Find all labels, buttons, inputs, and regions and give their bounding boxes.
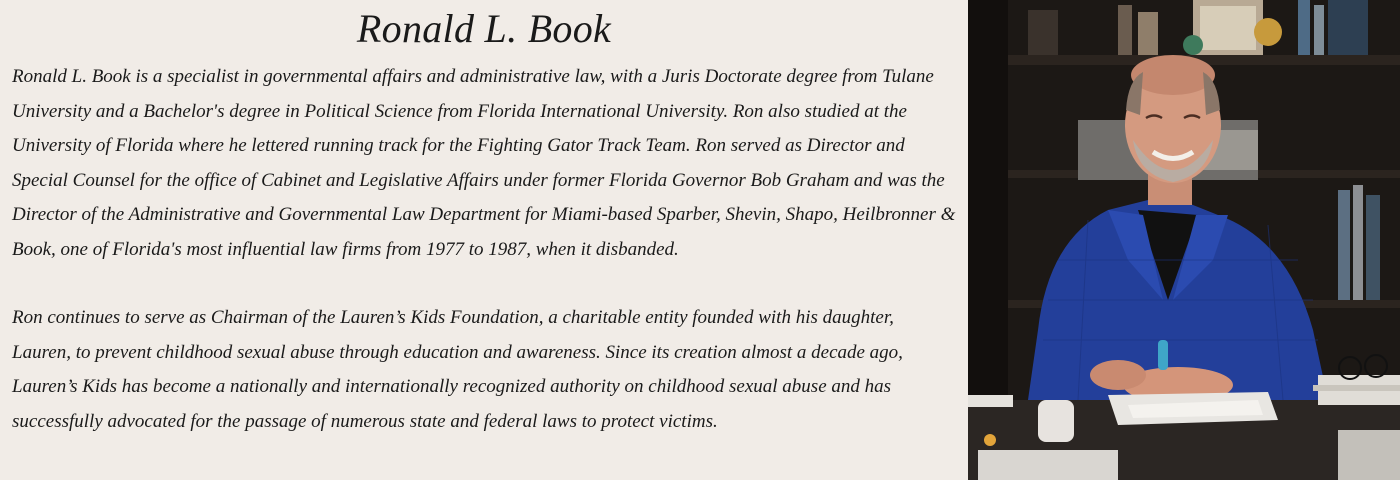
portrait-photo (968, 0, 1400, 480)
page-title: Ronald L. Book (356, 6, 612, 51)
bio-paragraph: Ron continues to serve as Chairman of the Lauren’s Kids Foundation, a charitable entity founded with his daughter, Lauren, to prevent childhood sexual abuse through education and awareness. Since its creation almost a decade ago, Lauren’s Kids has become a nationally and internationally recognized authority on childhood sexual abuse and has successfully advocated for the passage of numerous state and federal laws to protect victims. (12, 307, 903, 432)
bio-text (12, 60, 956, 473)
portrait-illustration (968, 0, 1400, 480)
bio-paragraph: Ronald L. Book is a specialist in governmental affairs and administrative law, with a Juris Doctorate degree from Tulane University and a Bachelor's degree in Political Science from Florida International University. Ron also studied at the University of Florida where he lettered running track for the Fighting Gator Track Team. Ron served as Director and Special Counsel for the office of Cabinet and Legislative Affairs under former Florida Governor Bob Graham and was the Director of the Administrative and Governmental Law Department for Miami-based Sparber, Shevin, Shapo, Heilbronner & Book, one of Florida's most influential law firms from 1977 to 1987, when it disbanded. (12, 66, 956, 260)
